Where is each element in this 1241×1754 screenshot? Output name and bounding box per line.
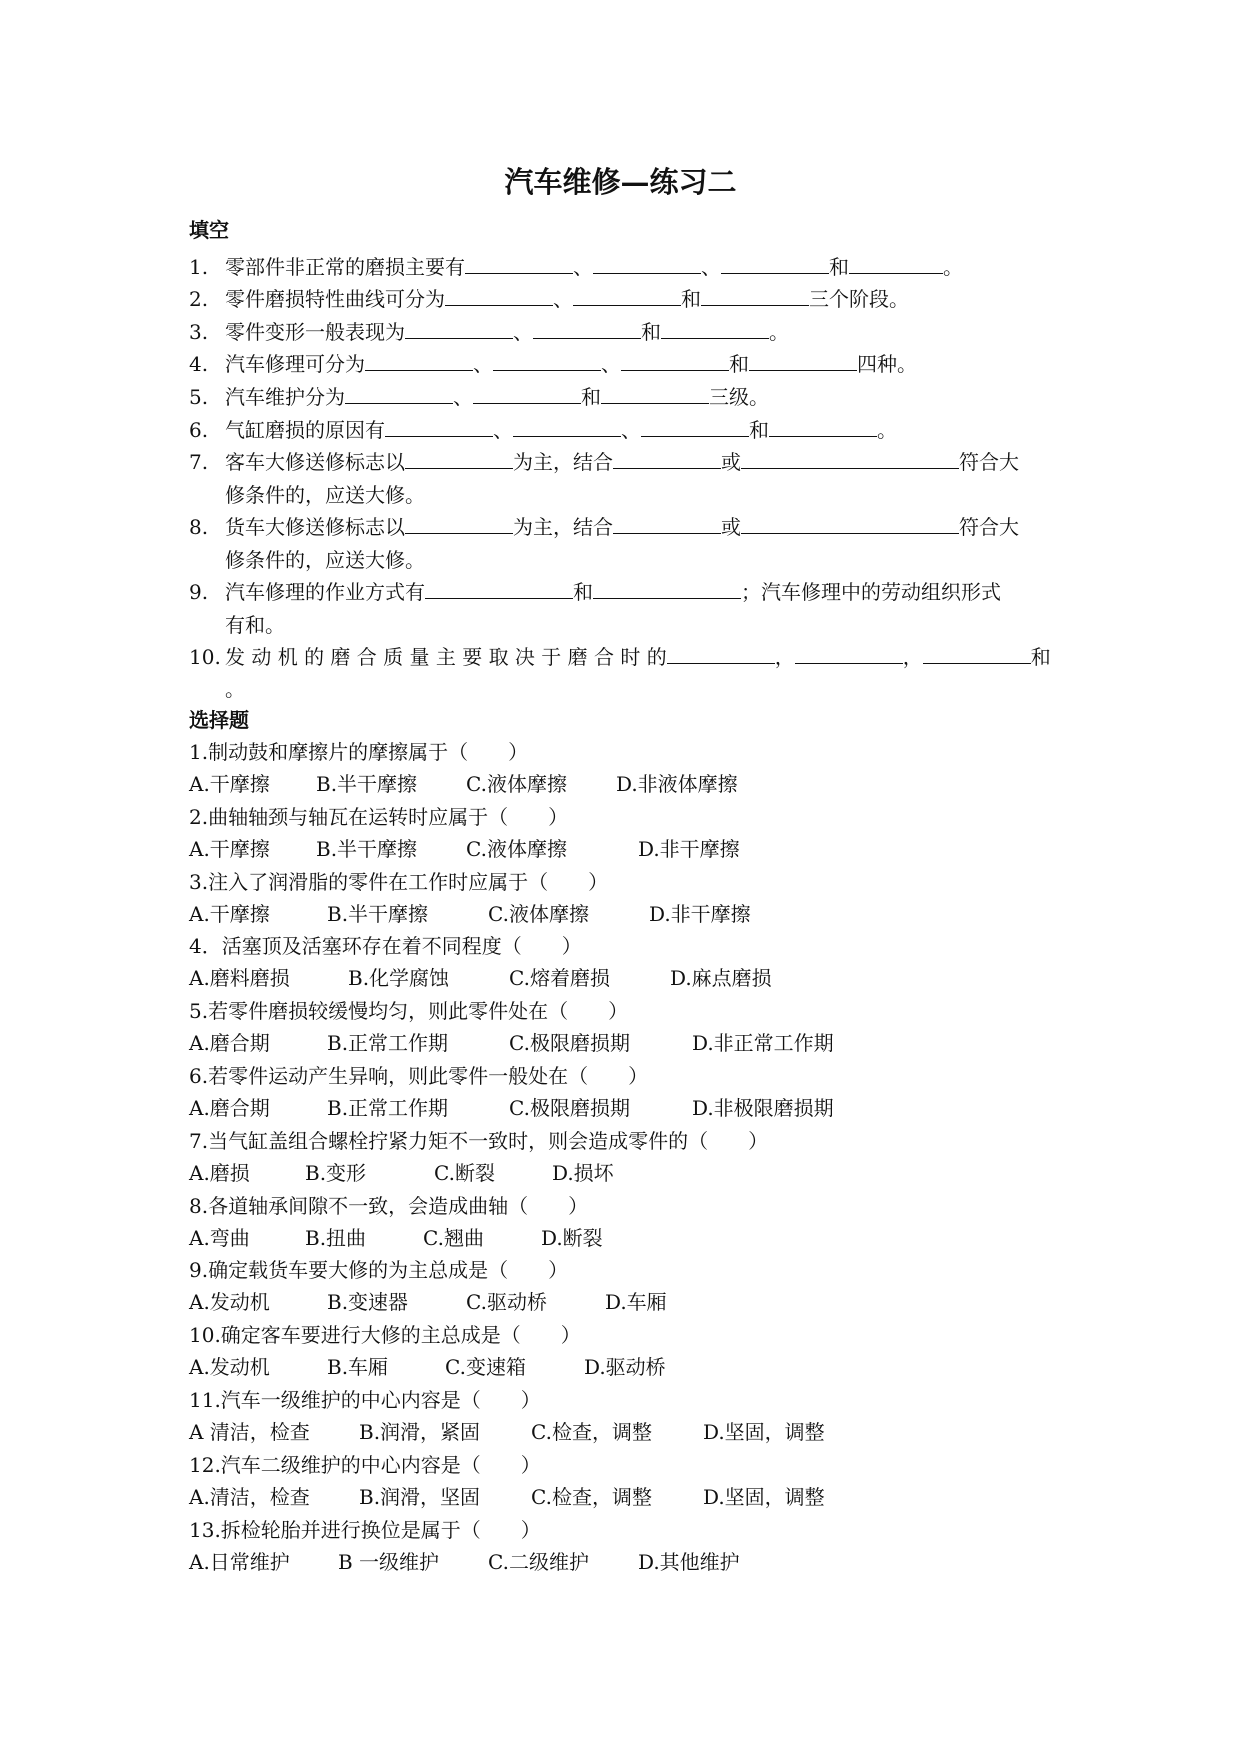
item-number: 3. xyxy=(189,320,209,344)
item-text: 、 xyxy=(473,352,493,376)
answer-option: B.变形 xyxy=(305,1160,367,1185)
answer-blank xyxy=(621,348,729,371)
answer-option: A.磨合期 xyxy=(189,1031,270,1056)
answer-blank xyxy=(405,446,513,469)
item-text: 气缸磨损的原因有 xyxy=(225,418,385,442)
fill-item xyxy=(189,446,1057,478)
question-text: 13.拆检轮胎并进行换位是属于（ ） xyxy=(189,1517,541,1542)
question-text: 12.汽车二级维护的中心内容是（ ） xyxy=(189,1452,541,1477)
answer-option: B.半干摩擦 xyxy=(316,836,418,861)
answer-option: C.检查，调整 xyxy=(531,1484,652,1509)
answer-option: D.非干摩擦 xyxy=(649,901,751,926)
answer-blank xyxy=(923,641,1031,664)
answer-blank xyxy=(769,414,877,437)
fill-item xyxy=(189,348,917,380)
answer-option: C.检查，调整 xyxy=(531,1420,652,1444)
item-text: 和 xyxy=(729,352,749,376)
item-number: 10. xyxy=(189,645,221,669)
question-text: 10.确定客车要进行大修的主总成是（ ） xyxy=(189,1323,581,1348)
item-text: 为主，结合 xyxy=(513,515,613,539)
item-number: 4. xyxy=(189,352,209,376)
question-text: 5.若零件磨损较缓慢均匀，则此零件处在（ ） xyxy=(189,999,629,1024)
answer-blank xyxy=(641,414,749,437)
answer-blank xyxy=(701,283,809,306)
answer-blank xyxy=(661,316,769,339)
item-text: 和 xyxy=(749,418,769,442)
item-text: 、 xyxy=(573,255,593,279)
item-text: ， xyxy=(902,645,923,669)
answer-blank xyxy=(473,381,581,404)
item-text: 。 xyxy=(225,677,245,701)
answer-option: B.半干摩擦 xyxy=(327,901,429,926)
item-text: 。 xyxy=(265,613,285,637)
answer-option: D.非正常工作期 xyxy=(692,1031,834,1056)
answer-blank xyxy=(513,414,621,437)
answer-option: B.扭曲 xyxy=(305,1225,367,1250)
answer-option: C.翘曲 xyxy=(423,1225,484,1250)
answer-blank xyxy=(849,251,943,274)
answer-blank xyxy=(721,251,829,274)
item-number: 2. xyxy=(189,287,209,311)
answer-blank xyxy=(667,641,775,664)
answer-option: A.发动机 xyxy=(189,1355,270,1380)
answer-option: D.驱动桥 xyxy=(584,1355,666,1380)
item-text: 、 xyxy=(513,320,533,344)
item-text: 三级。 xyxy=(709,385,769,409)
answer-option: C.驱动桥 xyxy=(466,1290,547,1315)
answer-blank xyxy=(405,511,513,534)
answer-option: A.干摩擦 xyxy=(189,836,270,861)
answer-option: B.化学腐蚀 xyxy=(348,966,450,991)
fill-item xyxy=(189,511,1057,543)
answer-option: C.二级维护 xyxy=(488,1549,589,1574)
answer-option: D.车厢 xyxy=(605,1290,667,1315)
answer-blank xyxy=(795,641,903,664)
answer-option: B.变速器 xyxy=(327,1290,409,1315)
answer-option: C.液体摩擦 xyxy=(466,772,567,796)
item-number: 5. xyxy=(189,385,209,409)
item-text: 客车大修送修标志以 xyxy=(225,450,405,474)
answer-option: B.正常工作期 xyxy=(327,1031,449,1056)
item-text: 零件磨损特性曲线可分为 xyxy=(225,287,445,311)
item-text: 三个阶段。 xyxy=(809,287,909,311)
answer-option: B.润滑，坚固 xyxy=(359,1484,481,1509)
fill-item xyxy=(189,283,909,315)
section-heading-choice: 选择题 xyxy=(189,708,249,732)
answer-blank xyxy=(573,283,681,306)
fill-item-continuation xyxy=(225,479,425,511)
item-text: 、 xyxy=(621,418,641,442)
item-text: 零部件非正常的磨损主要有 xyxy=(225,255,465,279)
item-text: 汽车修理可分为 xyxy=(225,352,365,376)
answer-blank xyxy=(345,381,453,404)
item-text: 或 xyxy=(721,450,741,474)
answer-option: B.车厢 xyxy=(327,1355,389,1380)
answer-option: D.麻点磨损 xyxy=(670,966,772,991)
item-text: 。 xyxy=(943,255,963,279)
item-text: 和 xyxy=(581,385,601,409)
question-text: 7.当气缸盖组合螺栓拧紧力矩不一致时，则会造成零件的（ ） xyxy=(189,1128,769,1153)
item-text: 修条件的，应送大修。 xyxy=(225,548,425,572)
fill-item xyxy=(189,381,769,413)
question-text: 9.确定载货车要大修的为主总成是（ ） xyxy=(189,1258,569,1283)
fill-item xyxy=(189,316,789,348)
item-text: 。 xyxy=(769,320,789,344)
fill-item xyxy=(189,641,1057,673)
item-text: 修条件的，应送大修。 xyxy=(225,483,425,507)
fill-item xyxy=(189,251,963,283)
question-text: 11.汽车一级维护的中心内容是（ ） xyxy=(189,1388,541,1412)
item-text: 汽车维护分为 xyxy=(225,385,345,409)
answer-option: C.极限磨损期 xyxy=(509,1031,630,1056)
answer-option: A.发动机 xyxy=(189,1290,270,1315)
answer-option: A 清洁，检查 xyxy=(189,1420,310,1444)
answer-option: B 一级维护 xyxy=(338,1549,440,1574)
answer-blank xyxy=(601,381,709,404)
item-text: 和 xyxy=(245,613,265,637)
answer-option: D.坚固，调整 xyxy=(703,1420,825,1444)
item-text: 和 xyxy=(641,320,661,344)
item-text: 、 xyxy=(493,418,513,442)
item-text: 货车大修送修标志以 xyxy=(225,515,405,539)
answer-blank xyxy=(425,576,573,599)
answer-option: B.半干摩擦 xyxy=(316,772,418,796)
item-text: 汽车修理的作业方式有 xyxy=(225,580,425,604)
question-text: 8.各道轴承间隙不一致，会造成曲轴（ ） xyxy=(189,1193,589,1218)
item-text: ， xyxy=(774,645,795,669)
item-number: 6. xyxy=(189,418,209,442)
answer-option: D.非液体摩擦 xyxy=(616,772,738,796)
answer-blank xyxy=(533,316,641,339)
item-text: 有 xyxy=(225,613,245,637)
answer-option: C.极限磨损期 xyxy=(509,1096,630,1120)
fill-item-continuation xyxy=(225,544,425,576)
answer-option: A.清洁，检查 xyxy=(189,1484,310,1509)
answer-blank xyxy=(385,414,493,437)
answer-blank xyxy=(613,446,721,469)
answer-option: D.坚固，调整 xyxy=(703,1484,825,1509)
answer-option: D.非干摩擦 xyxy=(638,836,740,861)
item-number: 1. xyxy=(189,255,209,279)
answer-option: A.弯曲 xyxy=(189,1225,250,1250)
answer-option: A.磨料磨损 xyxy=(189,966,290,991)
item-text: 、 xyxy=(453,385,473,409)
fill-item xyxy=(189,576,1057,608)
question-text: 4．活塞顶及活塞环存在着不同程度（ ） xyxy=(189,934,582,959)
answer-option: D.其他维护 xyxy=(638,1549,740,1574)
answer-blank xyxy=(593,251,701,274)
answer-blank xyxy=(465,251,573,274)
item-text: 发 动 机 的 磨 合 质 量 主 要 取 决 于 磨 合 时 的 xyxy=(225,645,667,669)
item-text: 。 xyxy=(877,418,897,442)
question-text: 6.若零件运动产生异响，则此零件一般处在（ ） xyxy=(189,1064,649,1088)
item-number: 9. xyxy=(189,580,209,604)
item-number: 8. xyxy=(189,515,209,539)
item-text: 和 xyxy=(681,287,701,311)
item-text: 为主，结合 xyxy=(513,450,613,474)
item-number: 7. xyxy=(189,450,209,474)
answer-option: C.断裂 xyxy=(434,1160,495,1185)
answer-blank xyxy=(741,511,959,534)
item-text: 、 xyxy=(701,255,721,279)
answer-option: A.干摩擦 xyxy=(189,901,270,926)
fill-item-continuation xyxy=(225,673,245,705)
answer-option: C.熔着磨损 xyxy=(509,966,610,991)
item-text: 、 xyxy=(601,352,621,376)
item-text: 零件变形一般表现为 xyxy=(225,320,405,344)
page-title: 汽车维修—练习二 xyxy=(504,165,737,199)
fill-item xyxy=(189,414,897,446)
question-text: 2.曲轴轴颈与轴瓦在运转时应属于（ ） xyxy=(189,804,569,829)
answer-option: C.液体摩擦 xyxy=(488,901,589,926)
answer-option: D.损坏 xyxy=(552,1160,614,1185)
answer-option: A.日常维护 xyxy=(189,1549,290,1574)
item-text: 、 xyxy=(553,287,573,311)
answer-option: B.润滑，紧固 xyxy=(359,1420,481,1444)
item-text: 符合大 xyxy=(959,450,1019,474)
answer-blank xyxy=(593,576,741,599)
answer-option: A.磨损 xyxy=(189,1160,250,1185)
answer-blank xyxy=(445,283,553,306)
answer-blank xyxy=(749,348,857,371)
answer-blank xyxy=(365,348,473,371)
item-text: 和 xyxy=(573,580,593,604)
answer-blank xyxy=(613,511,721,534)
item-text: 符合大 xyxy=(959,515,1019,539)
item-text: ；汽车修理中的劳动组织形式 xyxy=(741,580,1001,604)
question-text: 1.制动鼓和摩擦片的摩擦属于（ ） xyxy=(189,740,529,764)
answer-option: D.非极限磨损期 xyxy=(692,1096,834,1120)
item-text: 或 xyxy=(721,515,741,539)
answer-blank xyxy=(493,348,601,371)
answer-option: C.液体摩擦 xyxy=(466,836,567,861)
fill-item-continuation xyxy=(225,609,285,641)
answer-option: C.变速箱 xyxy=(445,1355,526,1380)
item-text: 和 xyxy=(1030,645,1051,669)
item-text: 和 xyxy=(829,255,849,279)
answer-blank xyxy=(405,316,513,339)
answer-option: D.断裂 xyxy=(541,1225,603,1250)
answer-option: A.磨合期 xyxy=(189,1096,270,1120)
section-heading-fill: 填空 xyxy=(189,218,229,242)
answer-blank xyxy=(741,446,959,469)
answer-option: B.正常工作期 xyxy=(327,1096,449,1120)
answer-option: A.干摩擦 xyxy=(189,772,270,796)
item-text: 四种。 xyxy=(857,352,917,376)
question-text: 3.注入了润滑脂的零件在工作时应属于（ ） xyxy=(189,869,609,894)
